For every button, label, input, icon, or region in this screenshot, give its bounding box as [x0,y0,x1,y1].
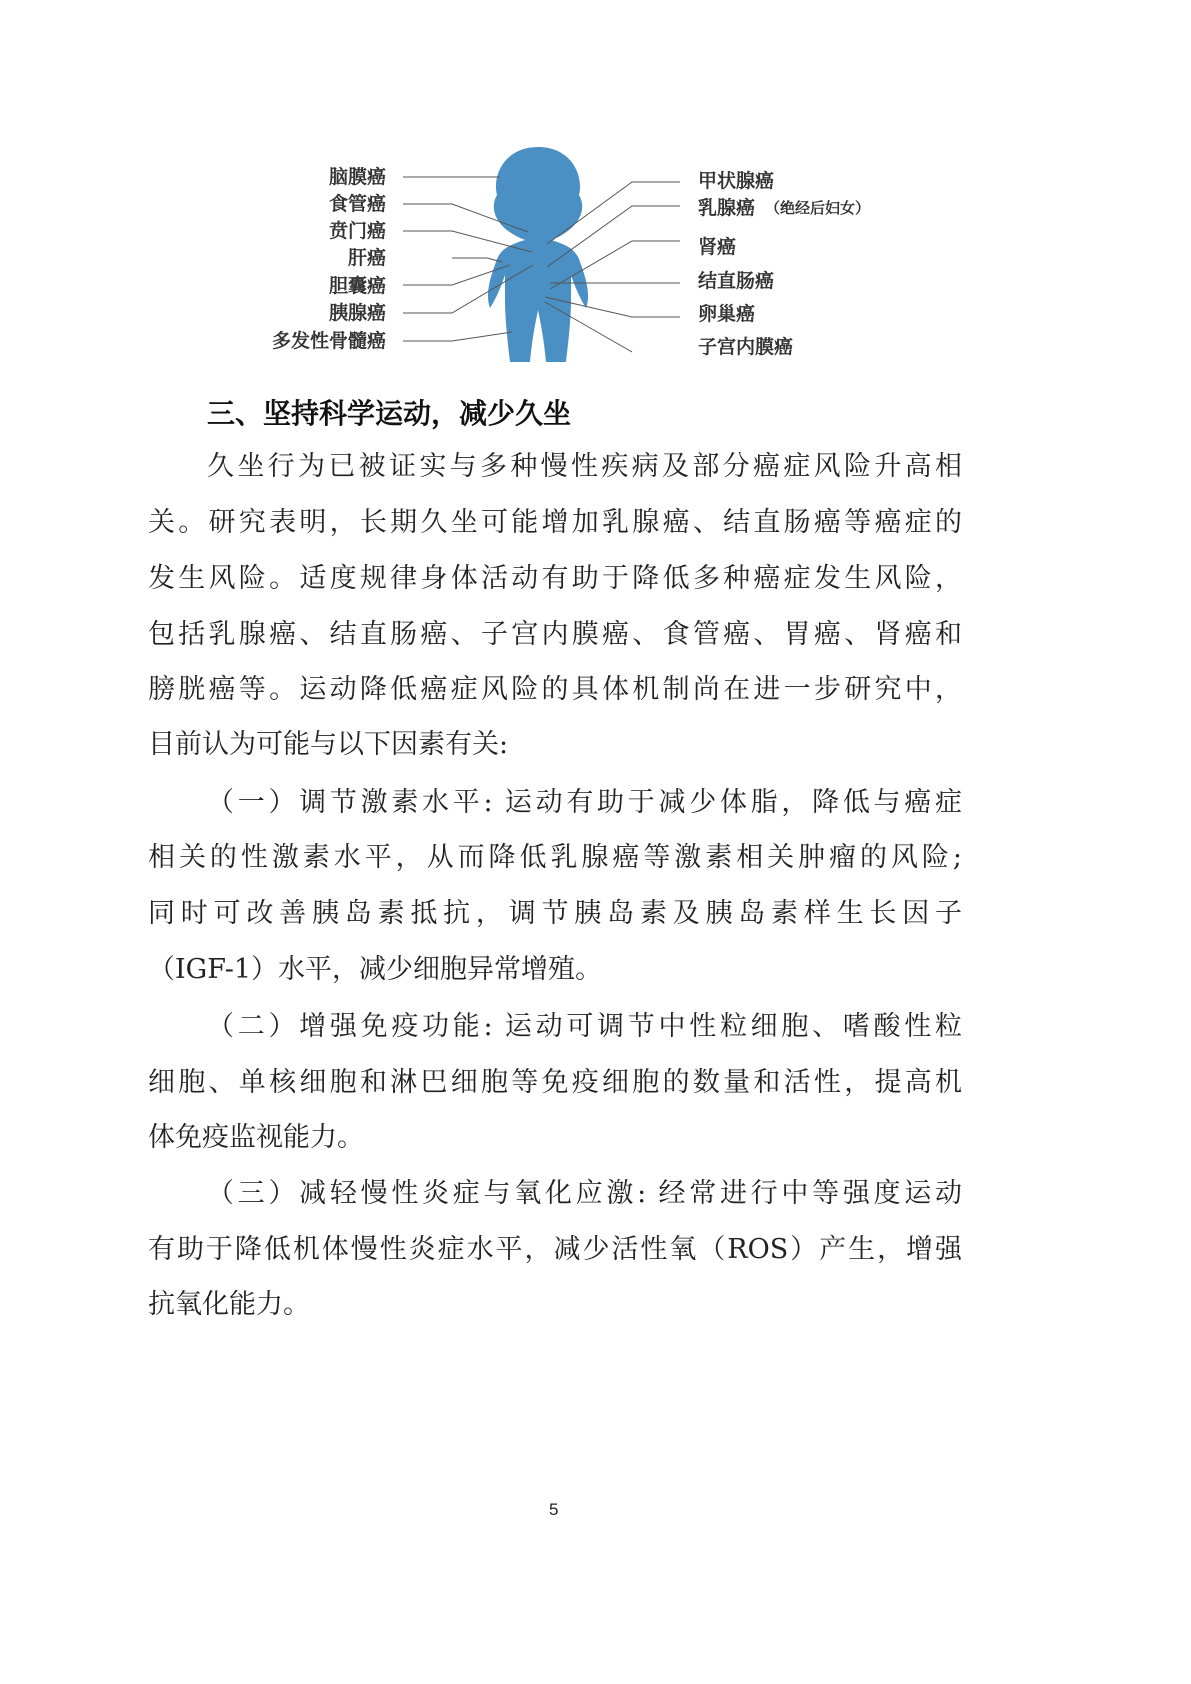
label-kidney: 肾癌 [698,236,737,258]
text-line: 有助于降低机体慢性炎症水平，减少活性氧（ROS）产生，增强 [148,1234,962,1265]
page-number: 5 [549,1500,559,1519]
text-line: （一）调节激素水平: 运动有助于减少体脂，降低与癌症 [207,787,962,818]
text-line: 细胞、单核细胞和淋巴细胞等免疫细胞的数量和活性，提高机 [148,1067,962,1098]
label-liver: 肝癌 [347,247,386,269]
text-line: 抗氧化能力。 [148,1289,310,1320]
text-line: 久坐行为已被证实与多种慢性疾病及部分癌症风险升高相 [207,451,962,482]
text-line: 目前认为可能与以下因素有关: [148,729,509,760]
text-line: （二）增强免疫功能: 运动可调节中性粒细胞、嗜酸性粒 [207,1011,962,1042]
text-line: 包括乳腺癌、结直肠癌、子宫内膜癌、食管癌、胃癌、肾癌和 [148,619,962,650]
text-line: 同时可改善胰岛素抵抗，调节胰岛素及胰岛素样生长因子 [148,898,962,929]
right-labels [698,169,870,358]
label-breast: 乳腺癌 [698,197,756,219]
section-heading: 三、坚持科学运动，减少久坐 [207,397,572,430]
label-gallbladder: 胆囊癌 [328,275,386,297]
label-myeloma: 多发性骨髓癌 [271,330,386,352]
text-line: 发生风险。适度规律身体活动有助于降低多种癌症发生风险， [148,563,962,594]
label-cardia: 贲门癌 [328,220,386,242]
label-pancreatic: 胰腺癌 [328,302,386,324]
left-labels [272,165,386,352]
label-endometrial: 子宫内膜癌 [698,336,794,358]
label-esophageal: 食管癌 [328,193,386,215]
text-line: （IGF-1）水平，减少细胞异常增殖。 [148,954,603,985]
label-ovarian: 卵巢癌 [698,303,756,325]
label-breast-note: （绝经后妇女） [765,199,871,217]
text-line: 相关的性激素水平，从而降低乳腺癌等激素相关肿瘤的风险; [148,842,962,873]
label-colorectal: 结直肠癌 [698,270,775,292]
text-line: 体免疫监视能力。 [148,1122,364,1153]
text-line: 关。研究表明，长期久坐可能增加乳腺癌、结直肠癌等癌症的 [148,507,962,538]
text-line: （三）减轻慢性炎症与氧化应激: 经常进行中等强度运动 [207,1178,962,1209]
body-silhouette [488,147,588,362]
label-thyroid: 甲状腺癌 [698,170,775,192]
text-line: 膀胱癌等。运动降低癌症风险的具体机制尚在进一步研究中， [148,674,962,705]
cancer-body-diagram [250,135,1010,400]
label-meningioma: 脑膜癌 [328,166,386,188]
